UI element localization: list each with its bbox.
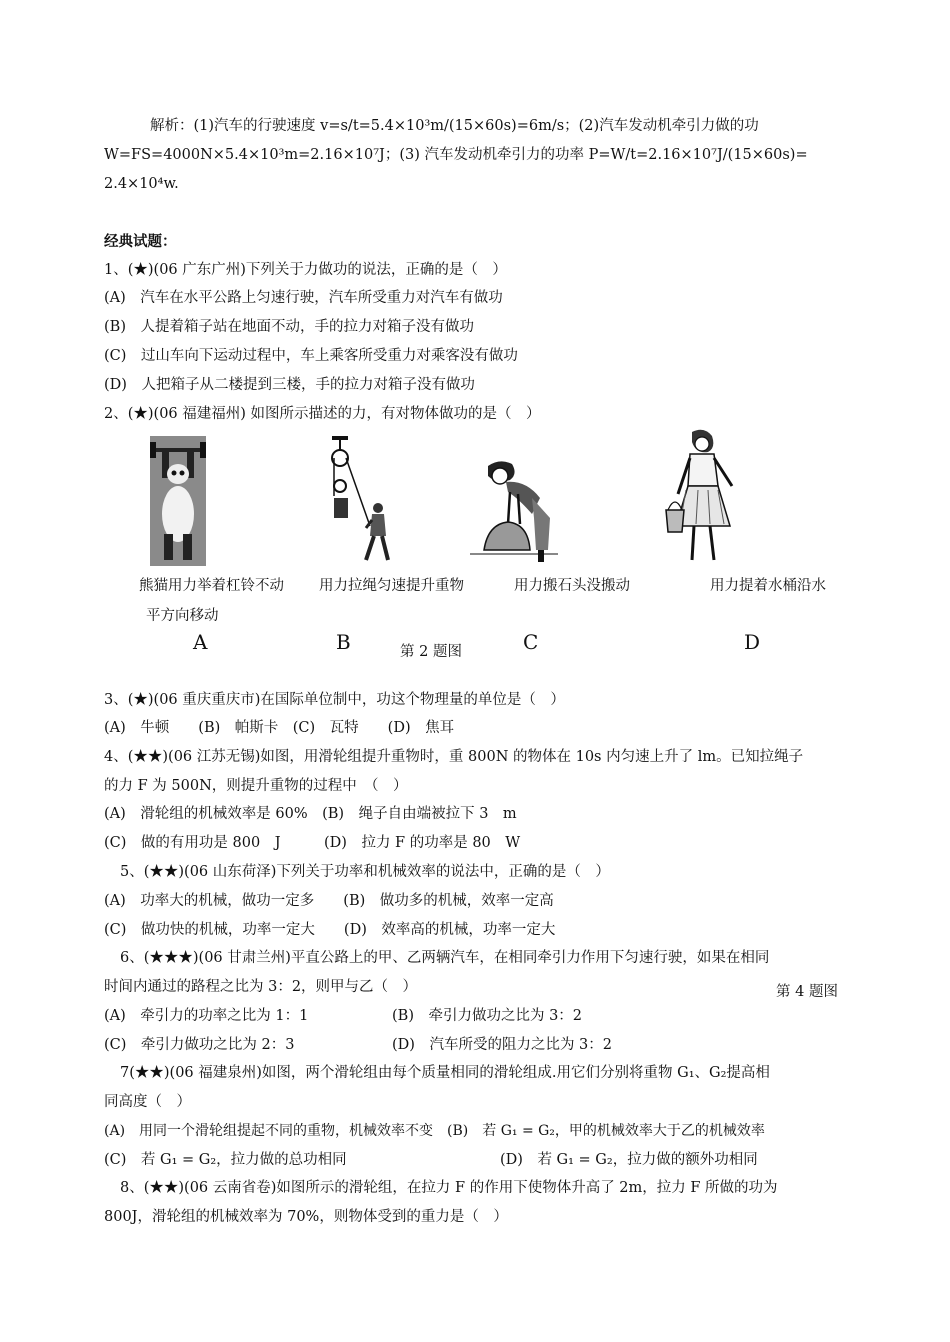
stone-lifting-picture bbox=[470, 458, 558, 566]
q2-caption-b: 用力拉绳匀速提升重物 bbox=[319, 578, 464, 594]
q4-stem-line-2: 的力 F 为 500N，则提升重物的过程中 （ ） bbox=[104, 778, 408, 794]
q2-caption-d-line1: 用力提着水桶沿水 bbox=[710, 578, 826, 594]
q1-option-a: (A) 汽车在水平公路上匀速行驶，汽车所受重力对汽车有做功 bbox=[104, 290, 503, 306]
q7-stem-line-1: 7(★★)(06 福建泉州)如图，两个滑轮组由每个质量相同的滑轮组成.用它们分别将重物 G₁、G₂提高相 bbox=[120, 1065, 770, 1081]
q3-stem: 3、(★)(06 重庆重庆市)在国际单位制中，功这个物理量的单位是（ ） bbox=[104, 692, 565, 708]
q4-options-cd: (C) 做的有用功是 800 J (D) 拉力 F 的功率是 80 W bbox=[104, 835, 521, 851]
q7-option-c: (C) 若 G₁ = G₂，拉力做的总功相同 bbox=[104, 1152, 347, 1168]
q3-options: (A) 牛顿 (B) 帕斯卡 (C) 瓦特 (D) 焦耳 bbox=[104, 720, 455, 736]
q6-option-a: (A) 牵引力的功率之比为 1：1 bbox=[104, 1008, 309, 1024]
q2-letter-c: C bbox=[523, 630, 539, 654]
analysis-line-2: W=FS=4000N×5.4×10³m=2.16×10⁷J；(3) 汽车发动机牵引力的功率 P=W/t=2.16×10⁷J/(15×60s)= bbox=[104, 147, 808, 163]
q7-options-ab: (A) 用同一个滑轮组提起不同的重物，机械效率不变 (B) 若 G₁ = G₂，甲的机械效率大于乙的机械效率 bbox=[104, 1123, 765, 1139]
q1-stem: 1、(★)(06 广东广州)下列关于力做功的说法，正确的是（ ） bbox=[104, 262, 507, 278]
q6-stem-line-2: 时间内通过的路程之比为 3：2，则甲与乙（ ） bbox=[104, 979, 418, 995]
q6-option-d: (D) 汽车所受的阻力之比为 3：2 bbox=[392, 1037, 612, 1053]
q6-option-c: (C) 牵引力做功之比为 2：3 bbox=[104, 1037, 295, 1053]
q5-options-cd: (C) 做功快的机械，功率一定大 (D) 效率高的机械，功率一定大 bbox=[104, 922, 556, 938]
q2-caption-d-line2: 平方向移动 bbox=[146, 608, 219, 624]
section-title: 经典试题： bbox=[104, 233, 177, 250]
q1-option-c: (C) 过山车向下运动过程中，车上乘客所受重力对乘客没有做功 bbox=[104, 348, 518, 364]
panda-barbell-picture bbox=[150, 436, 206, 566]
q2-letter-b: B bbox=[336, 630, 351, 654]
analysis-line-1: 解析：(1)汽车的行驶速度 v=s/t=5.4×10³m/(15×60s)=6m/s；(2)汽车发动机牵引力做的功 bbox=[150, 118, 759, 134]
q1-option-b: (B) 人提着箱子站在地面不动，手的拉力对箱子没有做功 bbox=[104, 319, 474, 335]
q4-stem-line-1: 4、(★★)(06 江苏无锡)如图，用滑轮组提升重物时，重 800N 的物体在 10s 内匀速上升了 lm。已知拉绳子 bbox=[104, 749, 804, 765]
q7-option-d: (D) 若 G₁ = G₂，拉力做的额外功相同 bbox=[500, 1152, 758, 1168]
bucket-carrying-picture bbox=[658, 428, 744, 568]
q2-caption-c: 用力搬石头没搬动 bbox=[514, 578, 630, 594]
q6-stem-line-1: 6、(★★★)(06 甘肃兰州)平直公路上的甲、乙两辆汽车，在相同牵引力作用下匀速行驶，如果在相同 bbox=[120, 950, 770, 966]
q1-option-d: (D) 人把箱子从二楼提到三楼，手的拉力对箱子没有做功 bbox=[104, 377, 475, 393]
pulley-lifting-picture bbox=[326, 436, 408, 566]
q2-figure-label: 第 2 题图 bbox=[400, 644, 462, 660]
q8-stem-line-2: 800J，滑轮组的机械效率为 70%，则物体受到的重力是（ ） bbox=[104, 1209, 508, 1225]
q5-stem: 5、(★★)(06 山东荷泽)下列关于功率和机械效率的说法中，正确的是（ ） bbox=[120, 864, 610, 880]
q7-stem-line-2: 同高度（ ） bbox=[104, 1094, 191, 1110]
q2-stem: 2、(★)(06 福建福州) 如图所示描述的力，有对物体做功的是（ ） bbox=[104, 406, 541, 422]
q2-letter-d: D bbox=[744, 630, 761, 654]
q4-figure-label: 第 4 题图 bbox=[776, 984, 838, 1000]
q2-letter-a: A bbox=[193, 630, 208, 654]
q2-caption-a: 熊猫用力举着杠铃不动 bbox=[139, 578, 284, 594]
analysis-line-3: 2.4×10⁴w. bbox=[104, 176, 179, 192]
q4-options-ab: (A) 滑轮组的机械效率是 60% (B) 绳子自由端被拉下 3 m bbox=[104, 806, 517, 822]
q8-stem-line-1: 8、(★★)(06 云南省卷)如图所示的滑轮组，在拉力 F 的作用下使物体升高了 2m，拉力 F 所做的功为 bbox=[120, 1180, 778, 1196]
q5-options-ab: (A) 功率大的机械，做功一定多 (B) 做功多的机械，效率一定高 bbox=[104, 893, 554, 909]
q6-option-b: (B) 牵引力做功之比为 3：2 bbox=[392, 1008, 583, 1024]
